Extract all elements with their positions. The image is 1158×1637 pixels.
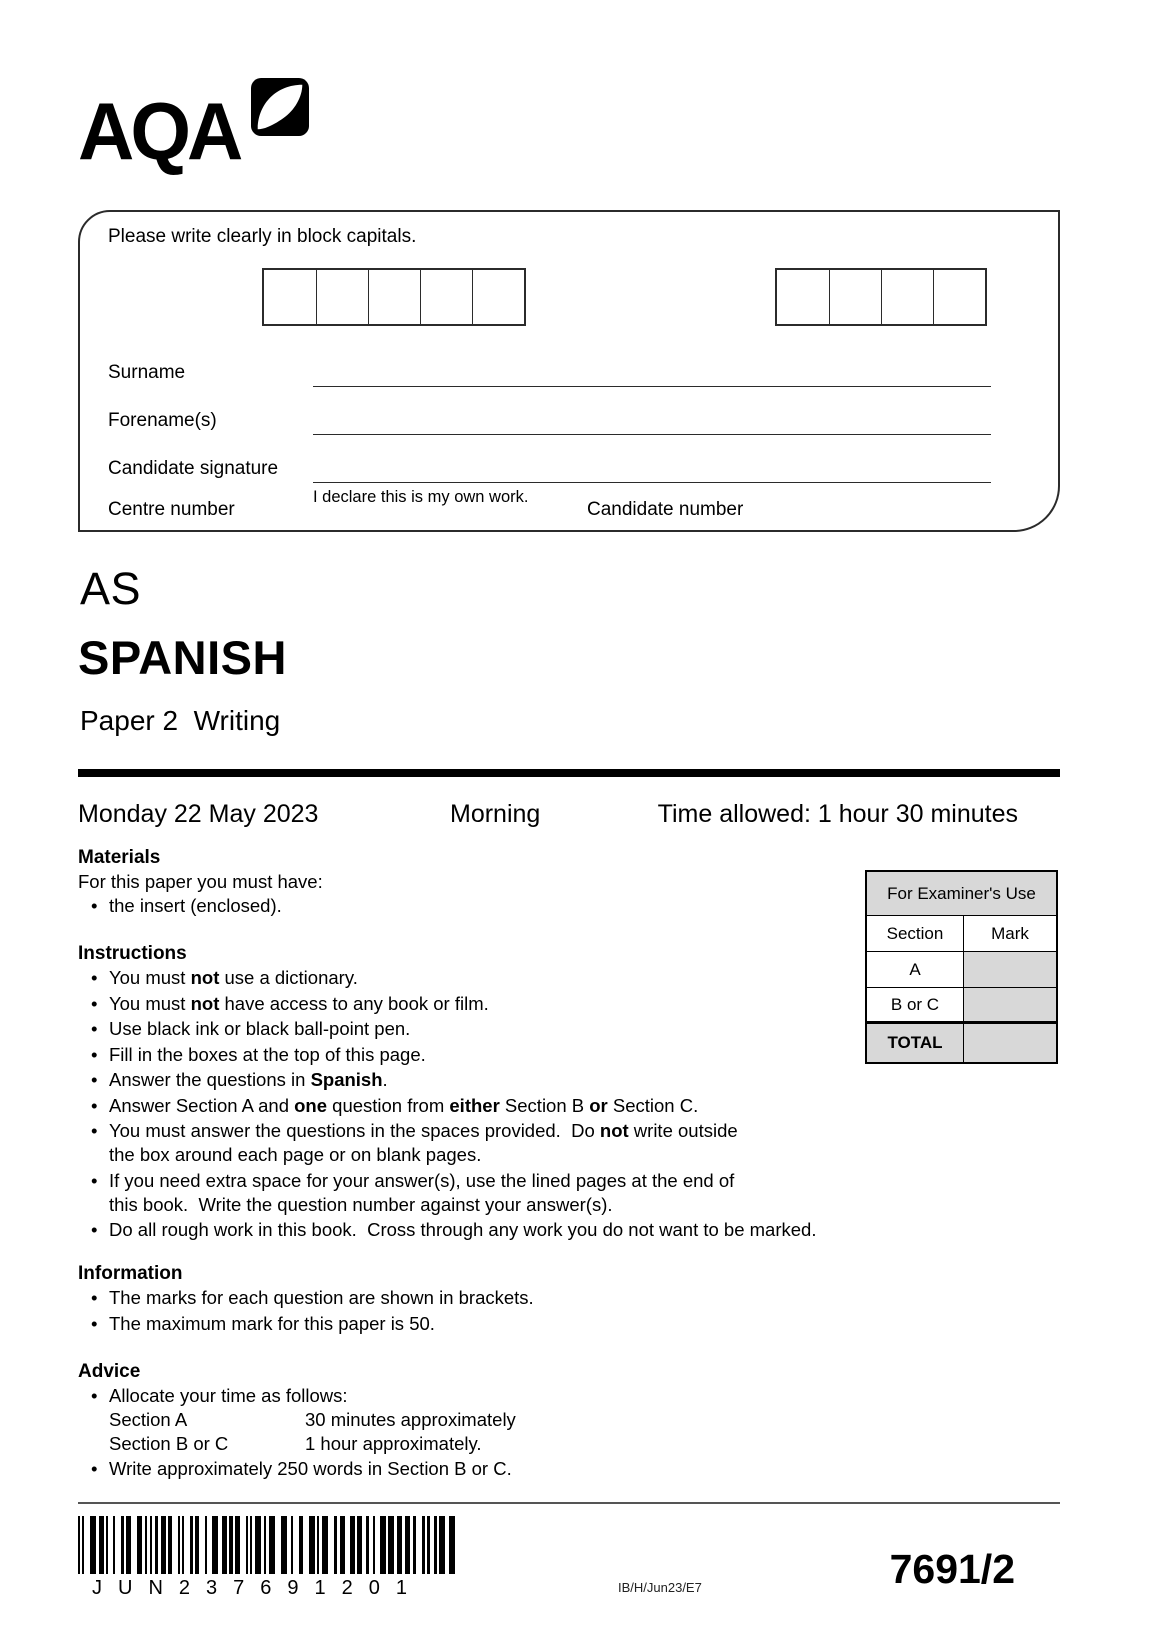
number-entry-cell[interactable] [316, 270, 368, 324]
candidate-details-box [78, 210, 1060, 532]
front-page-content [78, 846, 1060, 1483]
mark-a-cell [964, 952, 1056, 987]
information-heading: Information [78, 1263, 183, 1284]
candidate-number-label: Candidate number [587, 499, 744, 520]
number-entry-cell[interactable] [829, 270, 881, 324]
candidate-number-input[interactable] [775, 268, 987, 326]
advice-heading: Advice [78, 1360, 141, 1382]
materials-intro: For this paper you must have: [78, 871, 323, 892]
block-capitals-instruction: Please write clearly in block capitals. [108, 226, 417, 247]
examiner-row-a [867, 952, 1056, 988]
instructions-heading: Instructions [78, 943, 187, 964]
bullet-item: • You must not use a dictionary. [78, 966, 1060, 990]
information-section [78, 1262, 1060, 1336]
number-entry-cell[interactable] [368, 270, 420, 324]
signature-input-line[interactable] [313, 482, 991, 483]
advice-time-row: Section B or C 1 hour approximately. [109, 1432, 482, 1454]
section-a-cell: A [867, 952, 964, 987]
forename-label: Forename(s) [108, 410, 217, 431]
surname-input-line[interactable] [313, 386, 991, 387]
number-entry-cell[interactable] [777, 270, 829, 324]
bullet-item: • Answer the questions in Spanish. [78, 1068, 1060, 1092]
materials-heading: Materials [78, 847, 161, 868]
subject-title: SPANISH [78, 631, 287, 684]
barcode-text: JUN237691201 [92, 1577, 423, 1599]
number-entry-cell[interactable] [933, 270, 985, 324]
bullet-item: • the insert (enclosed). [78, 894, 1060, 918]
advice-section [78, 1360, 1060, 1482]
section-b-or-c-cell: B or C [867, 988, 964, 1021]
time-allowed: Time allowed: 1 hour 30 minutes [657, 800, 1018, 828]
paper-title: Paper 2 Writing [80, 705, 281, 736]
bullet-item: • Answer Section A and one question from either Section B or Section C. [78, 1094, 1060, 1118]
centre-number-input[interactable] [262, 268, 526, 326]
exam-session: Morning [450, 800, 541, 828]
declaration-text: I declare this is my own work. [313, 488, 529, 506]
qualification-title: AS [80, 563, 142, 614]
examiner-table-header-row [867, 916, 1056, 952]
number-entry-cell[interactable] [881, 270, 933, 324]
number-entry-cell[interactable] [472, 270, 524, 324]
bullet-item: • The maximum mark for this paper is 50. [78, 1312, 1060, 1336]
examiner-use-table [865, 870, 1058, 1064]
barcode-bars-image [78, 1516, 460, 1574]
section-column-header: Section [867, 916, 964, 951]
bullet-item: • Write approximately 250 words in Section B or C. [78, 1457, 1060, 1481]
forename-input-line[interactable] [313, 434, 991, 435]
bullet-item: • The marks for each question are shown in brackets. [78, 1286, 1060, 1310]
signature-label: Candidate signature [108, 458, 279, 479]
information-list [78, 1286, 1060, 1336]
footer-divider-rule [78, 1502, 1060, 1504]
bullet-item: • Use black ink or black ball-point pen. [78, 1017, 1060, 1041]
advice-time-row: Section A 30 minutes approximately [109, 1408, 516, 1430]
mark-b-or-c-cell [964, 988, 1056, 1021]
aqa-logo-text: AQA [78, 85, 240, 177]
exam-date: Monday 22 May 2023 [78, 800, 319, 828]
examiner-table-title: For Examiner's Use [867, 872, 1056, 916]
aqa-logo [78, 78, 309, 177]
examiner-total-row [867, 1022, 1056, 1062]
bullet-item: • Do all rough work in this book. Cross through any work you do not want to be marked. [78, 1218, 1060, 1242]
mark-column-header: Mark [964, 916, 1056, 951]
bullet-item: • Fill in the boxes at the top of this page. [78, 1043, 1060, 1067]
centre-number-label: Centre number [108, 499, 235, 520]
bullet-item: • If you need extra space for your answer(s), use the lined pages at the end of this book. Write the question number against your answer(s). [78, 1169, 1060, 1217]
reference-code: IB/H/Jun23/E7 [618, 1580, 702, 1595]
examiner-row-b-or-c [867, 988, 1056, 1022]
number-entry-cell[interactable] [420, 270, 472, 324]
advice-list [78, 1384, 1060, 1482]
aqa-leaf-icon [239, 78, 309, 141]
number-entry-cell[interactable] [264, 270, 316, 324]
total-mark-cell [964, 1024, 1056, 1062]
thick-divider-rule [78, 769, 1060, 777]
bullet-item: • Allocate your time as follows: Section A 30 minutes approximately Section B or C 1 hour approximately. [78, 1384, 1060, 1456]
barcode [78, 1516, 460, 1600]
total-label-cell: TOTAL [867, 1024, 964, 1062]
session-row [78, 800, 1018, 829]
surname-label: Surname [108, 362, 186, 383]
bullet-item: • You must not have access to any book or film. [78, 992, 1060, 1016]
bullet-item: • You must answer the questions in the spaces provided. Do not write outside the box around each page or on blank pages. [78, 1119, 1060, 1167]
paper-code: 7691/2 [889, 1546, 1015, 1592]
